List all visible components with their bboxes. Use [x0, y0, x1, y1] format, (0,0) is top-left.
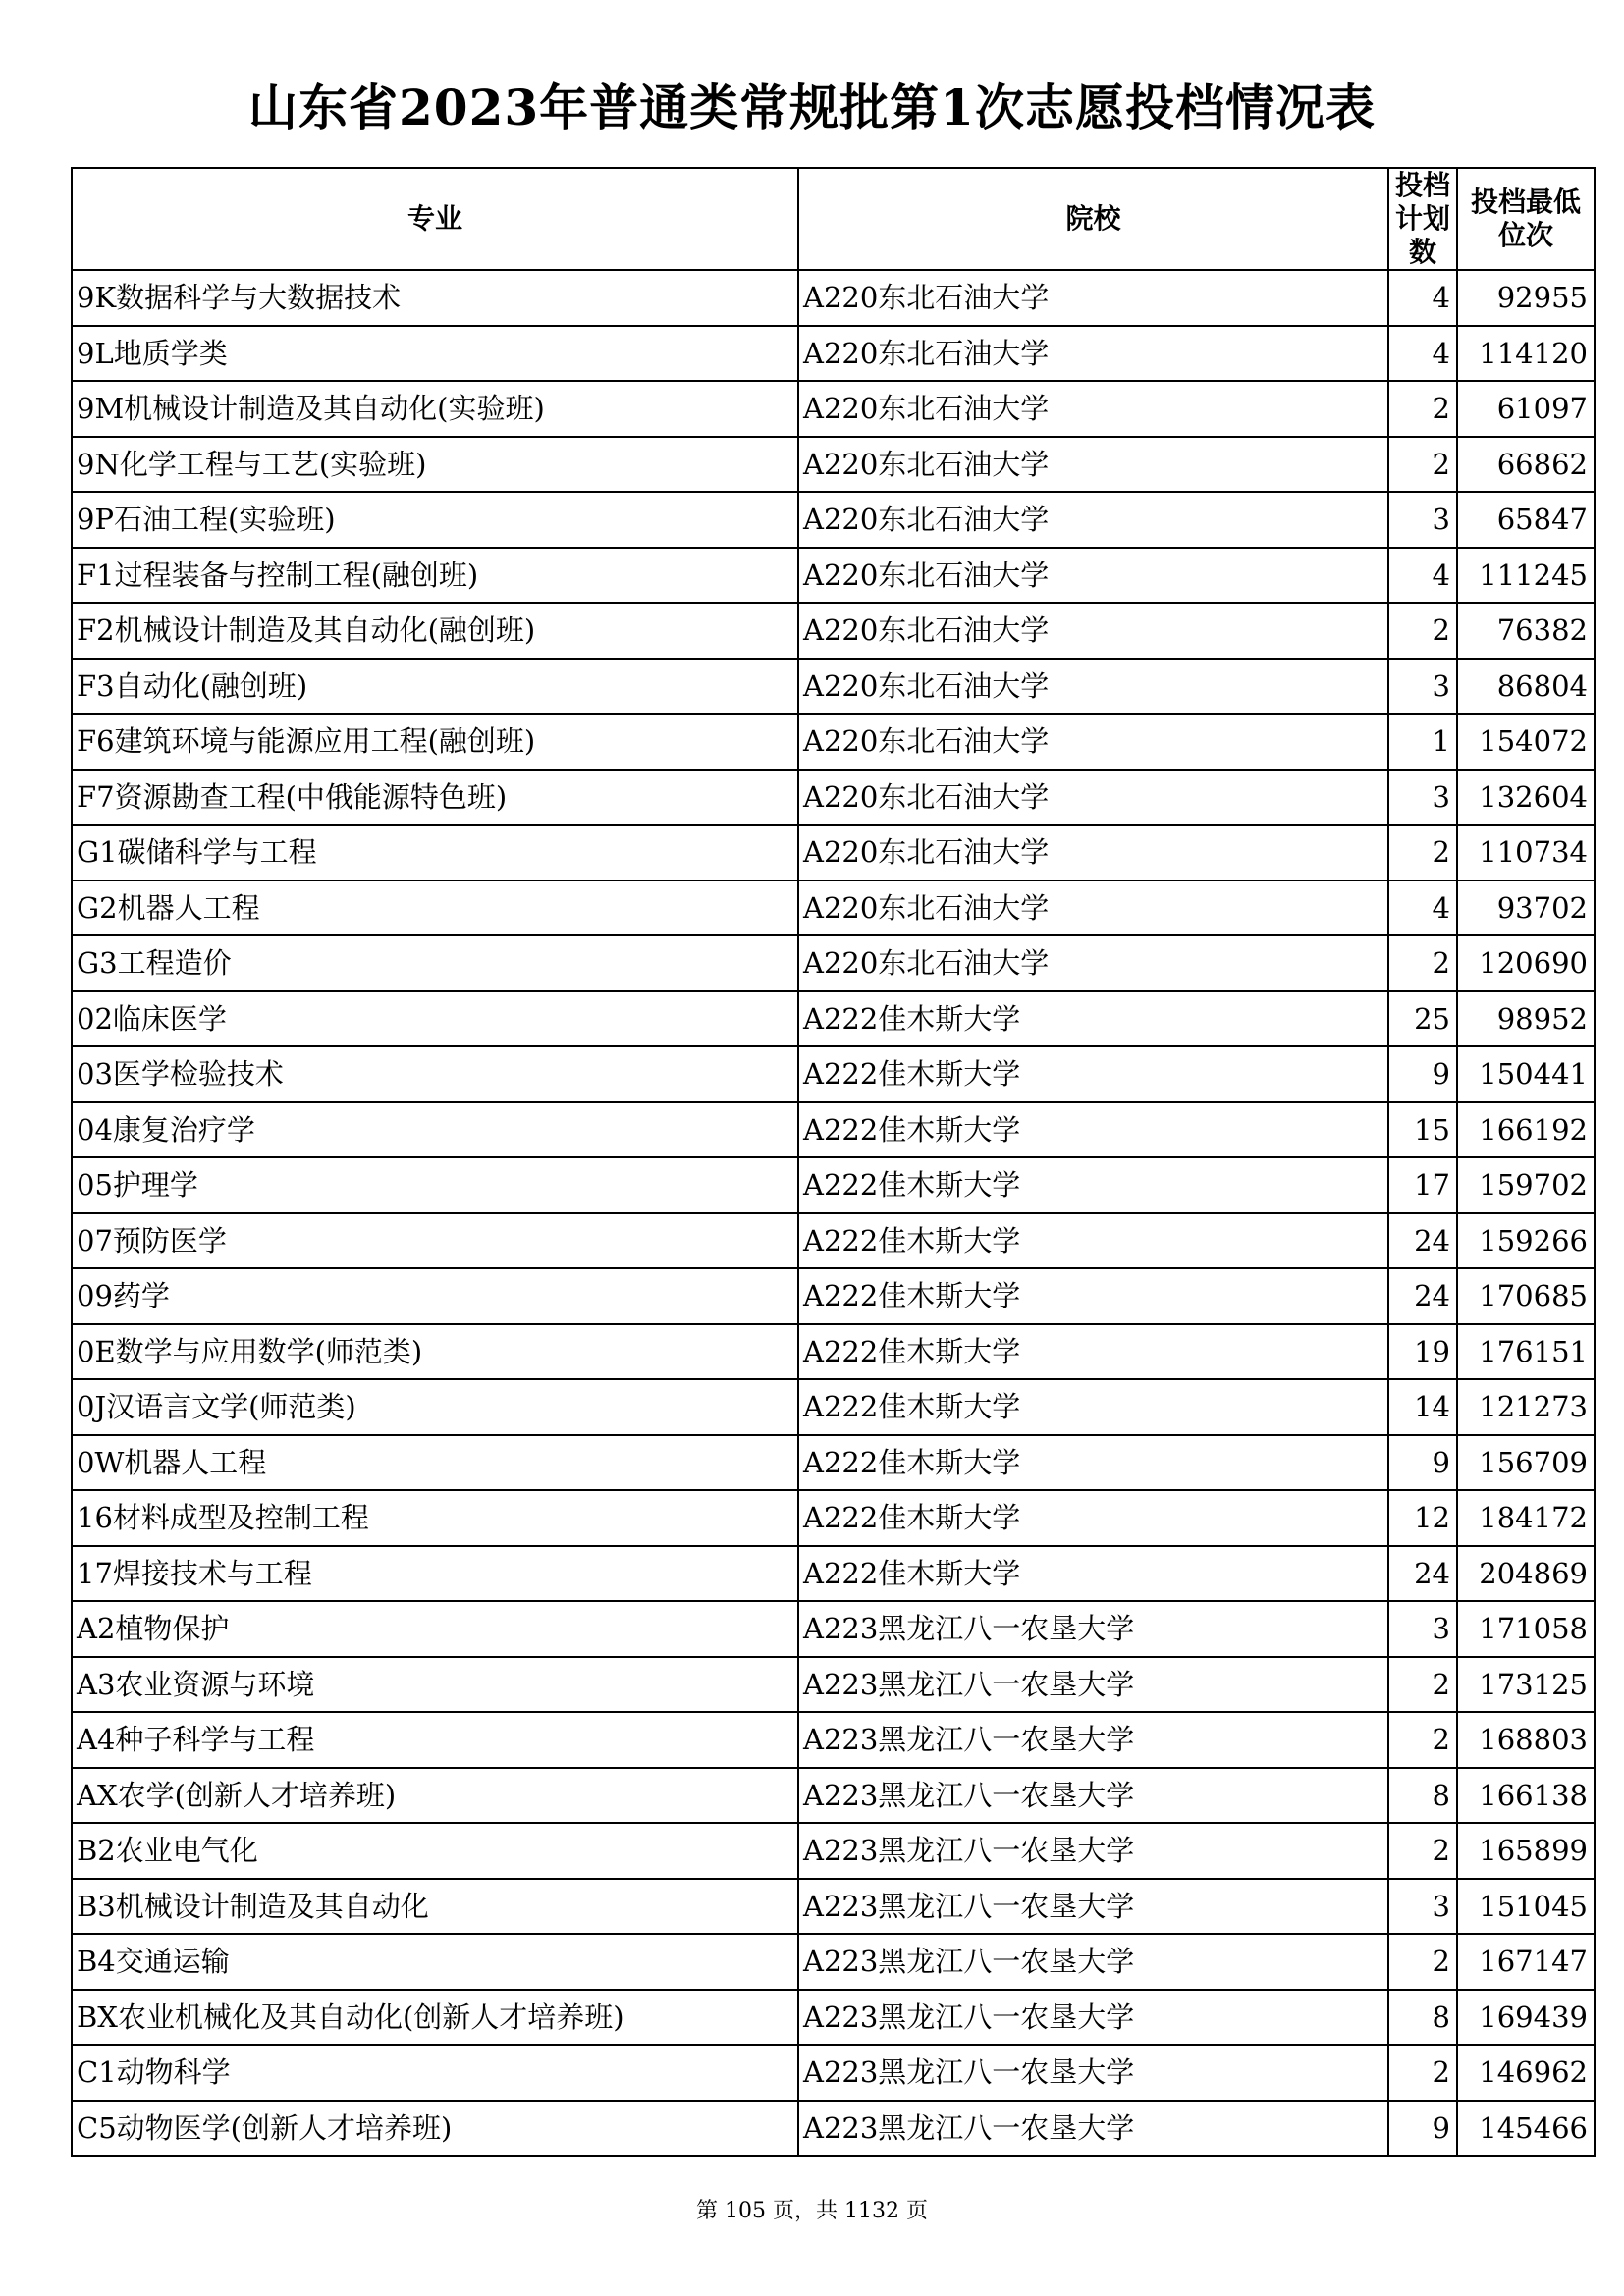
rank-cell: 132604 [1457, 770, 1595, 826]
plan-cell: 9 [1388, 1046, 1457, 1102]
rank-cell: 151045 [1457, 1879, 1595, 1935]
table-row [72, 2045, 1595, 2101]
plan-cell: 2 [1388, 1934, 1457, 1990]
school-cell: A220东北石油大学 [798, 825, 1388, 881]
table-row [72, 1768, 1595, 1824]
major-cell: 9N化学工程与工艺(实验班) [72, 437, 798, 493]
major-cell: 07预防医学 [72, 1213, 798, 1269]
major-cell: 02临床医学 [72, 991, 798, 1047]
school-cell: A220东北石油大学 [798, 270, 1388, 326]
major-cell: A4种子科学与工程 [72, 1712, 798, 1768]
plan-cell: 2 [1388, 1712, 1457, 1768]
major-cell: 17焊接技术与工程 [72, 1546, 798, 1602]
major-cell: 09药学 [72, 1268, 798, 1324]
school-cell: A223黑龙江八一农垦大学 [798, 1934, 1388, 1990]
major-cell: A3农业资源与环境 [72, 1657, 798, 1713]
major-cell: BX农业机械化及其自动化(创新人才培养班) [72, 1990, 798, 2046]
plan-cell: 19 [1388, 1324, 1457, 1380]
school-cell: A222佳木斯大学 [798, 1157, 1388, 1213]
rank-cell: 159702 [1457, 1157, 1595, 1213]
school-cell: A220东北石油大学 [798, 326, 1388, 382]
plan-cell: 8 [1388, 1990, 1457, 2046]
school-cell: A220东北石油大学 [798, 935, 1388, 991]
plan-cell: 2 [1388, 437, 1457, 493]
rank-cell: 86804 [1457, 659, 1595, 715]
table-row [72, 381, 1595, 437]
table-row [72, 1657, 1595, 1713]
major-cell: F6建筑环境与能源应用工程(融创班) [72, 714, 798, 770]
plan-cell: 4 [1388, 548, 1457, 604]
plan-cell: 3 [1388, 1879, 1457, 1935]
rank-cell: 76382 [1457, 603, 1595, 659]
page-footer: 第 105 页，共 1132 页 [696, 2199, 928, 2223]
major-cell: F7资源勘查工程(中俄能源特色班) [72, 770, 798, 826]
table-row [72, 1879, 1595, 1935]
plan-cell: 2 [1388, 2045, 1457, 2101]
school-cell: A222佳木斯大学 [798, 1102, 1388, 1158]
plan-cell: 9 [1388, 1435, 1457, 1491]
school-cell: A223黑龙江八一农垦大学 [798, 1657, 1388, 1713]
rank-cell: 154072 [1457, 714, 1595, 770]
major-cell: G3工程造价 [72, 935, 798, 991]
school-cell: A222佳木斯大学 [798, 1490, 1388, 1546]
plan-cell: 24 [1388, 1213, 1457, 1269]
major-cell: B3机械设计制造及其自动化 [72, 1879, 798, 1935]
table-row [72, 437, 1595, 493]
table-row [72, 991, 1595, 1047]
school-cell: A223黑龙江八一农垦大学 [798, 1601, 1388, 1657]
rank-cell: 120690 [1457, 935, 1595, 991]
rank-cell: 170685 [1457, 1268, 1595, 1324]
school-cell: A222佳木斯大学 [798, 1379, 1388, 1435]
table-row [72, 1490, 1595, 1546]
major-cell: G2机器人工程 [72, 881, 798, 936]
school-cell: A222佳木斯大学 [798, 1268, 1388, 1324]
rank-cell: 111245 [1457, 548, 1595, 604]
table-row [72, 881, 1595, 936]
plan-cell: 2 [1388, 381, 1457, 437]
table-row [72, 1823, 1595, 1879]
table-row [72, 1934, 1595, 1990]
rank-cell: 92955 [1457, 270, 1595, 326]
plan-cell: 2 [1388, 825, 1457, 881]
school-cell: A222佳木斯大学 [798, 1324, 1388, 1380]
school-cell: A223黑龙江八一农垦大学 [798, 1768, 1388, 1824]
major-cell: F3自动化(融创班) [72, 659, 798, 715]
plan-cell: 17 [1388, 1157, 1457, 1213]
school-cell: A222佳木斯大学 [798, 1546, 1388, 1602]
school-cell: A222佳木斯大学 [798, 991, 1388, 1047]
major-cell: 04康复治疗学 [72, 1102, 798, 1158]
major-cell: 03医学检验技术 [72, 1046, 798, 1102]
plan-cell: 2 [1388, 1657, 1457, 1713]
major-cell: B2农业电气化 [72, 1823, 798, 1879]
school-cell: A223黑龙江八一农垦大学 [798, 1823, 1388, 1879]
table-row [72, 1601, 1595, 1657]
rank-cell: 168803 [1457, 1712, 1595, 1768]
school-cell: A223黑龙江八一农垦大学 [798, 2101, 1388, 2157]
plan-cell: 4 [1388, 881, 1457, 936]
plan-cell: 4 [1388, 270, 1457, 326]
plan-cell: 4 [1388, 326, 1457, 382]
plan-cell: 8 [1388, 1768, 1457, 1824]
rank-cell: 61097 [1457, 381, 1595, 437]
major-cell: A2植物保护 [72, 1601, 798, 1657]
rank-cell: 169439 [1457, 1990, 1595, 2046]
table-row [72, 603, 1595, 659]
table-row [72, 1546, 1595, 1602]
major-cell: 16材料成型及控制工程 [72, 1490, 798, 1546]
table-row [72, 548, 1595, 604]
table-row [72, 825, 1595, 881]
plan-cell: 2 [1388, 1823, 1457, 1879]
rank-cell: 156709 [1457, 1435, 1595, 1491]
table-row [72, 714, 1595, 770]
header-major: 专业 [72, 168, 798, 270]
table-row [72, 270, 1595, 326]
plan-cell: 24 [1388, 1268, 1457, 1324]
plan-cell: 3 [1388, 1601, 1457, 1657]
major-cell: 9K数据科学与大数据技术 [72, 270, 798, 326]
table-row [72, 1213, 1595, 1269]
table-row [72, 770, 1595, 826]
rank-cell: 150441 [1457, 1046, 1595, 1102]
plan-cell: 2 [1388, 935, 1457, 991]
plan-cell: 15 [1388, 1102, 1457, 1158]
rank-cell: 165899 [1457, 1823, 1595, 1879]
major-cell: 9M机械设计制造及其自动化(实验班) [72, 381, 798, 437]
header-rank: 投档最低位次 [1457, 168, 1595, 270]
rank-cell: 146962 [1457, 2045, 1595, 2101]
major-cell: 0J汉语言文学(师范类) [72, 1379, 798, 1435]
school-cell: A222佳木斯大学 [798, 1435, 1388, 1491]
rank-cell: 176151 [1457, 1324, 1595, 1380]
school-cell: A222佳木斯大学 [798, 1046, 1388, 1102]
school-cell: A220东北石油大学 [798, 659, 1388, 715]
rank-cell: 166138 [1457, 1768, 1595, 1824]
plan-cell: 1 [1388, 714, 1457, 770]
table-body [72, 270, 1595, 2156]
major-cell: B4交通运输 [72, 1934, 798, 1990]
rank-cell: 171058 [1457, 1601, 1595, 1657]
table-row [72, 1712, 1595, 1768]
rank-cell: 166192 [1457, 1102, 1595, 1158]
plan-cell: 3 [1388, 659, 1457, 715]
school-cell: A220东北石油大学 [798, 603, 1388, 659]
table-row [72, 1157, 1595, 1213]
table-row [72, 2101, 1595, 2157]
rank-cell: 204869 [1457, 1546, 1595, 1602]
rank-cell: 173125 [1457, 1657, 1595, 1713]
plan-cell: 9 [1388, 2101, 1457, 2157]
school-cell: A220东北石油大学 [798, 492, 1388, 548]
plan-cell: 12 [1388, 1490, 1457, 1546]
table-row [72, 1102, 1595, 1158]
rank-cell: 159266 [1457, 1213, 1595, 1269]
plan-cell: 25 [1388, 991, 1457, 1047]
plan-cell: 3 [1388, 492, 1457, 548]
rank-cell: 167147 [1457, 1934, 1595, 1990]
school-cell: A223黑龙江八一农垦大学 [798, 1879, 1388, 1935]
table-row [72, 1990, 1595, 2046]
rank-cell: 184172 [1457, 1490, 1595, 1546]
rank-cell: 65847 [1457, 492, 1595, 548]
major-cell: 05护理学 [72, 1157, 798, 1213]
school-cell: A223黑龙江八一农垦大学 [798, 2045, 1388, 2101]
school-cell: A220东北石油大学 [798, 381, 1388, 437]
school-cell: A222佳木斯大学 [798, 1213, 1388, 1269]
header-school: 院校 [798, 168, 1388, 270]
rank-cell: 66862 [1457, 437, 1595, 493]
rank-cell: 110734 [1457, 825, 1595, 881]
rank-cell: 114120 [1457, 326, 1595, 382]
rank-cell: 98952 [1457, 991, 1595, 1047]
school-cell: A220东北石油大学 [798, 548, 1388, 604]
table-row [72, 326, 1595, 382]
major-cell: C1动物科学 [72, 2045, 798, 2101]
major-cell: 0E数学与应用数学(师范类) [72, 1324, 798, 1380]
major-cell: 0W机器人工程 [72, 1435, 798, 1491]
plan-cell: 2 [1388, 603, 1457, 659]
rank-cell: 93702 [1457, 881, 1595, 936]
table-row [72, 1379, 1595, 1435]
rank-cell: 121273 [1457, 1379, 1595, 1435]
page-title: 山东省2023年普通类常规批第1次志愿投档情况表 [248, 79, 1376, 136]
admission-table [71, 167, 1596, 2157]
major-cell: 9L地质学类 [72, 326, 798, 382]
school-cell: A220东北石油大学 [798, 714, 1388, 770]
major-cell: AX农学(创新人才培养班) [72, 1768, 798, 1824]
rank-cell: 145466 [1457, 2101, 1595, 2157]
school-cell: A220东北石油大学 [798, 437, 1388, 493]
table-row [72, 1324, 1595, 1380]
plan-cell: 14 [1388, 1379, 1457, 1435]
table-row [72, 1268, 1595, 1324]
plan-cell: 24 [1388, 1546, 1457, 1602]
table-header-row [72, 168, 1595, 270]
table-row [72, 1435, 1595, 1491]
school-cell: A223黑龙江八一农垦大学 [798, 1990, 1388, 2046]
school-cell: A220东北石油大学 [798, 770, 1388, 826]
major-cell: F1过程装备与控制工程(融创班) [72, 548, 798, 604]
table-row [72, 492, 1595, 548]
table-row [72, 1046, 1595, 1102]
school-cell: A223黑龙江八一农垦大学 [798, 1712, 1388, 1768]
major-cell: F2机械设计制造及其自动化(融创班) [72, 603, 798, 659]
major-cell: G1碳储科学与工程 [72, 825, 798, 881]
plan-cell: 3 [1388, 770, 1457, 826]
major-cell: C5动物医学(创新人才培养班) [72, 2101, 798, 2157]
school-cell: A220东北石油大学 [798, 881, 1388, 936]
header-plan: 投档计划数 [1388, 168, 1457, 270]
major-cell: 9P石油工程(实验班) [72, 492, 798, 548]
table-row [72, 935, 1595, 991]
table-row [72, 659, 1595, 715]
